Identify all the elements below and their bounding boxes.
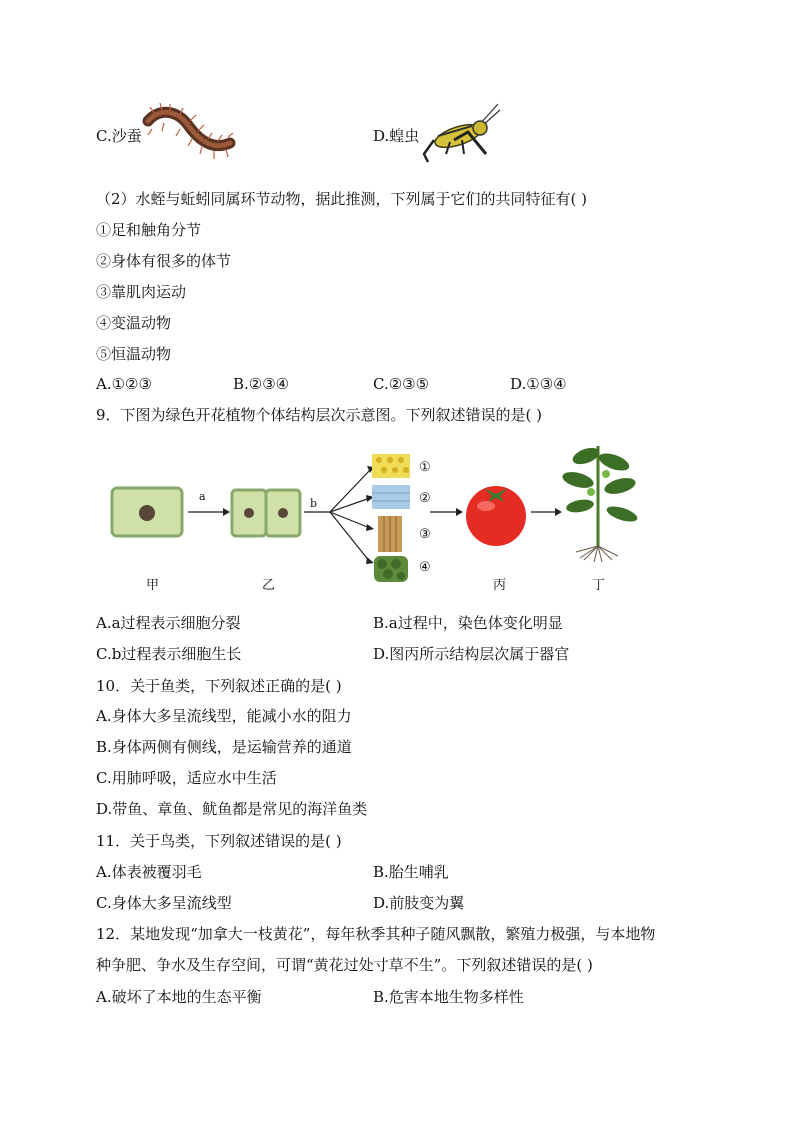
q11-option-a: A.体表被覆羽毛 xyxy=(96,863,202,881)
q8-2-item-2: ②身体有很多的体节 xyxy=(96,252,232,270)
q8-2-options xyxy=(96,374,736,394)
locust-image xyxy=(420,102,502,166)
q8-2-stem: （2）水蛭与蚯蚓同属环节动物，据此推测，下列属于它们的共同特征有( ) xyxy=(96,190,588,208)
q12-stem-line-2: 种争肥、争水及生存空间，可谓“黄花过处寸草不生”。下列叙述错误的是( ) xyxy=(96,956,593,974)
tissue-number-3: ③ xyxy=(419,527,431,542)
q12-option-a: A.破坏了本地的生态平衡 xyxy=(96,988,262,1006)
label-yi: 乙 xyxy=(262,578,276,593)
q12-option-b: B.危害本地生物多样性 xyxy=(373,988,524,1006)
q9-option-d: D.图丙所示结构层次属于器官 xyxy=(373,645,570,663)
q11-option-c: C.身体大多呈流线型 xyxy=(96,894,232,912)
tissue-number-1: ① xyxy=(419,460,431,475)
arrow-a-label: a xyxy=(199,490,206,503)
q8-2-option-c: C.②③⑤ xyxy=(373,375,430,393)
q10-option-c: C.用肺呼吸，适应水中生活 xyxy=(96,769,277,787)
q12-stem-line-1: 12．某地发现“加拿大一枝黄花”，每年秋季其种子随风飘散，繁殖力极强，与本地物 xyxy=(96,925,656,943)
q9-option-b: B.a过程中，染色体变化明显 xyxy=(373,614,563,632)
q8-2-item-1: ①足和触角分节 xyxy=(96,221,202,239)
q8-2-option-d: D.①③④ xyxy=(510,375,567,393)
q8-2-option-b: B.②③④ xyxy=(233,375,290,393)
q11-option-d: D.前肢变为翼 xyxy=(373,894,465,912)
q9-stem: 9．下图为绿色开花植物个体结构层次示意图。下列叙述错误的是( ) xyxy=(96,406,543,424)
plant-structure-diagram xyxy=(108,440,648,592)
tissue-number-2: ② xyxy=(419,491,431,506)
label-jia: 甲 xyxy=(146,578,160,593)
q10-option-a: A.身体大多呈流线型，能减小水的阻力 xyxy=(96,707,352,725)
sandworm-image xyxy=(140,103,240,165)
q8-2-item-5: ⑤恒温动物 xyxy=(96,345,172,363)
q11-stem: 11．关于鸟类，下列叙述错误的是( ) xyxy=(96,832,342,850)
q11-option-b: B.胎生哺乳 xyxy=(373,863,449,881)
q9-option-a: A.a过程表示细胞分裂 xyxy=(96,614,241,632)
q10-option-b: B.身体两侧有侧线，是运输营养的通道 xyxy=(96,738,352,756)
q9-option-c: C.b过程表示细胞生长 xyxy=(96,645,242,663)
q8-2-item-4: ④变温动物 xyxy=(96,314,172,332)
tissue-number-4: ④ xyxy=(419,560,431,575)
q8-2-option-a: A.①②③ xyxy=(96,375,152,393)
q10-option-d: D.带鱼、章鱼、鱿鱼都是常见的海洋鱼类 xyxy=(96,800,368,818)
option-d-locust: D.蝗虫 xyxy=(373,127,420,145)
arrow-b-label: b xyxy=(310,497,318,510)
label-bing: 丙 xyxy=(493,578,507,593)
q8-2-item-3: ③靠肌肉运动 xyxy=(96,283,187,301)
label-ding: 丁 xyxy=(592,578,606,593)
option-c-sandworm: C.沙蚕 xyxy=(96,127,142,145)
q10-stem: 10．关于鱼类，下列叙述正确的是( ) xyxy=(96,677,342,695)
